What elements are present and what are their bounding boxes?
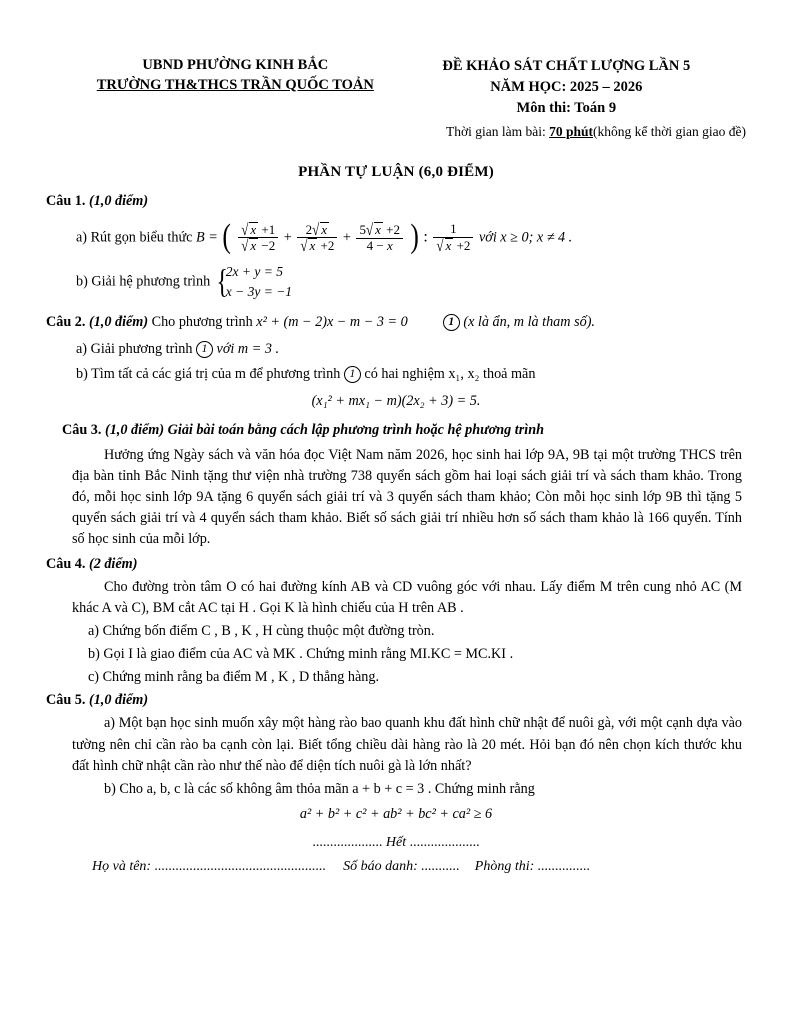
section-title: PHẦN TỰ LUẬN (6,0 ĐIỂM) xyxy=(298,163,494,180)
name-field-label: Họ và tên: ................................................. xyxy=(92,859,327,875)
question-2a-tag: 1 xyxy=(196,341,213,358)
question-4b: b) Gọi I là giao điểm của AC và MK . Chứng minh rằng MI.KC = MC.KI . xyxy=(88,646,514,663)
question-2-equation: x² + (m − 2)x − m − 3 = 0 xyxy=(256,314,408,331)
question-1-points: (1,0 điểm) xyxy=(88,192,149,209)
question-3-points: (1,0 điểm) xyxy=(104,422,165,439)
duration-value: 70 phút xyxy=(549,124,594,140)
dots-left: .................... xyxy=(312,834,383,850)
system-eq-2: x − 3y = −1 xyxy=(225,283,293,299)
question-2a xyxy=(76,339,746,360)
question-5b-equation: a² + b² + c² + ab² + bc² + ca² ≥ 6 xyxy=(299,805,493,822)
duration-suffix: (không kể thời gian giao đề) xyxy=(593,124,746,140)
question-1b xyxy=(76,262,746,303)
authority-line: UBND PHƯỜNG KINH BẮC xyxy=(142,57,329,73)
left-paren: ( xyxy=(222,218,232,256)
school-name-line: TRƯỜNG TH&THCS TRẦN QUỐC TOẢN xyxy=(96,76,374,93)
question-2-note: (x là ẩn, m là tham số). xyxy=(463,314,595,331)
question-1a-condition: với x ≥ 0; x ≠ 4 . xyxy=(478,228,573,245)
question-1a: a) Rút gọn biểu thức B = ( $\frac{√ x +1}{√ x -2}$ + $\frac{2√ x}{√ x +2}$ + $\frac{5√ x +2}{4 - x}$ ) : $\frac{1}{√ x +2}$ với x ≥ 0; x ≠ 4 . xyxy=(76,218,573,256)
question-2-intro: Cho phương trình xyxy=(151,314,253,331)
question-3-title: Giải bài toán bằng cách lập phương trình hoặc hệ phương trình xyxy=(167,422,544,439)
question-4-heading xyxy=(46,554,746,575)
duration-prefix: Thời gian làm bài: xyxy=(445,124,546,140)
exam-header xyxy=(387,56,746,142)
question-2-points: (1,0 điểm) xyxy=(88,314,149,331)
question-1-label: Câu 1. xyxy=(46,192,86,209)
end-marker xyxy=(46,833,746,854)
exam-title: ĐỀ KHẢO SÁT CHẤT LƯỢNG LẦN 5 xyxy=(442,58,691,74)
brace-icon: { xyxy=(216,263,228,301)
question-2b-tag: 1 xyxy=(344,366,361,383)
question-1-heading xyxy=(46,191,746,212)
fraction-3: $\frac{5√ x +2}{4 - x}$ xyxy=(356,222,403,253)
question-2a-tail: với m = 3 . xyxy=(216,341,280,358)
school-header xyxy=(84,56,387,95)
fraction-1: $\frac{√ x +1}{√ x -2}$ xyxy=(238,222,278,254)
het-label: Hết xyxy=(385,834,407,850)
exam-body xyxy=(46,191,746,878)
equation-system xyxy=(214,262,292,303)
question-5-heading xyxy=(46,690,746,711)
question-1a-expr-var: B = xyxy=(195,228,218,245)
fraction-2: $\frac{2√ x}{√ x +2}$ xyxy=(297,222,337,254)
question-5-label: Câu 5. xyxy=(46,692,86,709)
question-3-heading xyxy=(62,420,746,441)
question-2b xyxy=(76,364,746,385)
question-2-heading xyxy=(46,312,746,333)
question-2b-equation: (x₁² + mx₁ − m)(2x₂ + 3) = 5. xyxy=(311,393,481,410)
question-3-label: Câu 3. xyxy=(62,422,102,439)
question-4a: a) Chứng bốn điểm C , B , K , H cùng thuộc một đường tròn. xyxy=(88,623,435,640)
room-field-label: Phòng thi: ............... xyxy=(474,859,591,875)
question-2b-tail: có hai nghiệm x₁, x₂ thoả mãn xyxy=(364,366,536,383)
school-year: NĂM HỌC: 2025 – 2026 xyxy=(490,79,643,96)
fraction-4: $\frac{1}{√ x +2}$ xyxy=(433,222,473,253)
candidate-info-line xyxy=(92,857,746,878)
question-5a: a) Một bạn học sinh muốn xây một hàng rào bao quanh khu đất hình chữ nhật để nuôi gà, với một cạnh dựa vào tường nên chỉ cần rào ba cạnh còn lại. Biết tổng chiều dài hàng rào là 20 mét. Hỏi bạn đó nên chọn kích thước khu đất hình chữ nhật cần rào như thế nào để diện tích nuôi gà là lớn nhất? xyxy=(72,715,742,774)
question-5-points: (1,0 điểm) xyxy=(88,692,149,709)
question-1a-label: a) Rút gọn biểu thức xyxy=(76,228,193,245)
question-2-label: Câu 2. xyxy=(46,314,86,331)
question-4c: c) Chứng minh rằng ba điểm M , K , D thẳng hàng. xyxy=(88,669,379,686)
question-2-tag: 1 xyxy=(443,314,460,331)
question-2b-label: b) Tìm tất cả các giá trị của m để phương trình xyxy=(76,366,341,383)
duration-line xyxy=(387,122,746,142)
question-2a-label: a) Giải phương trình xyxy=(76,341,193,358)
question-3-body: Hưởng ứng Ngày sách và văn hóa đọc Việt Nam năm 2026, học sinh hai lớp 9A, 9B tại một trường THCS trên địa bàn tỉnh Bắc Ninh tặng thư viện nhà trường 738 quyển sách gồm hai loại sách giải trí và sách tham khảo. Trong đó, mỗi học sinh lớp 9A tặng 6 quyển sách giải trí và 3 quyển sách tham khảo; Còn mỗi học sinh lớp 9B thì tặng 5 quyển sách giải trí và 4 quyển sách tham khảo. Biết số sách giải trí nhiều hơn số sách tham khảo là 166 quyển. Tính số học sinh của mỗi lớp. xyxy=(72,447,742,548)
dots-right: .................... xyxy=(409,834,480,850)
sbd-field-label: Số báo danh: ........... xyxy=(343,859,460,875)
question-4-points: (2 điểm) xyxy=(88,556,138,573)
question-5b: b) Cho a, b, c là các số không âm thỏa mãn a + b + c = 3 . Chứng minh rằng xyxy=(104,780,535,797)
question-4-label: Câu 4. xyxy=(46,556,86,573)
system-eq-1: 2x + y = 5 xyxy=(225,263,283,279)
subject-line: Môn thi: Toán 9 xyxy=(516,100,617,117)
question-4-body: Cho đường tròn tâm O có hai đường kính AB và CD vuông góc với nhau. Lấy điểm M trên cung nhỏ AC (M khác A và C), BM cắt AC tại H . Gọi K là hình chiếu của H trên AB . xyxy=(72,579,742,617)
question-1b-label: b) Giải hệ phương trình xyxy=(76,273,211,290)
right-paren: ) xyxy=(409,218,419,256)
document-header xyxy=(46,56,746,142)
